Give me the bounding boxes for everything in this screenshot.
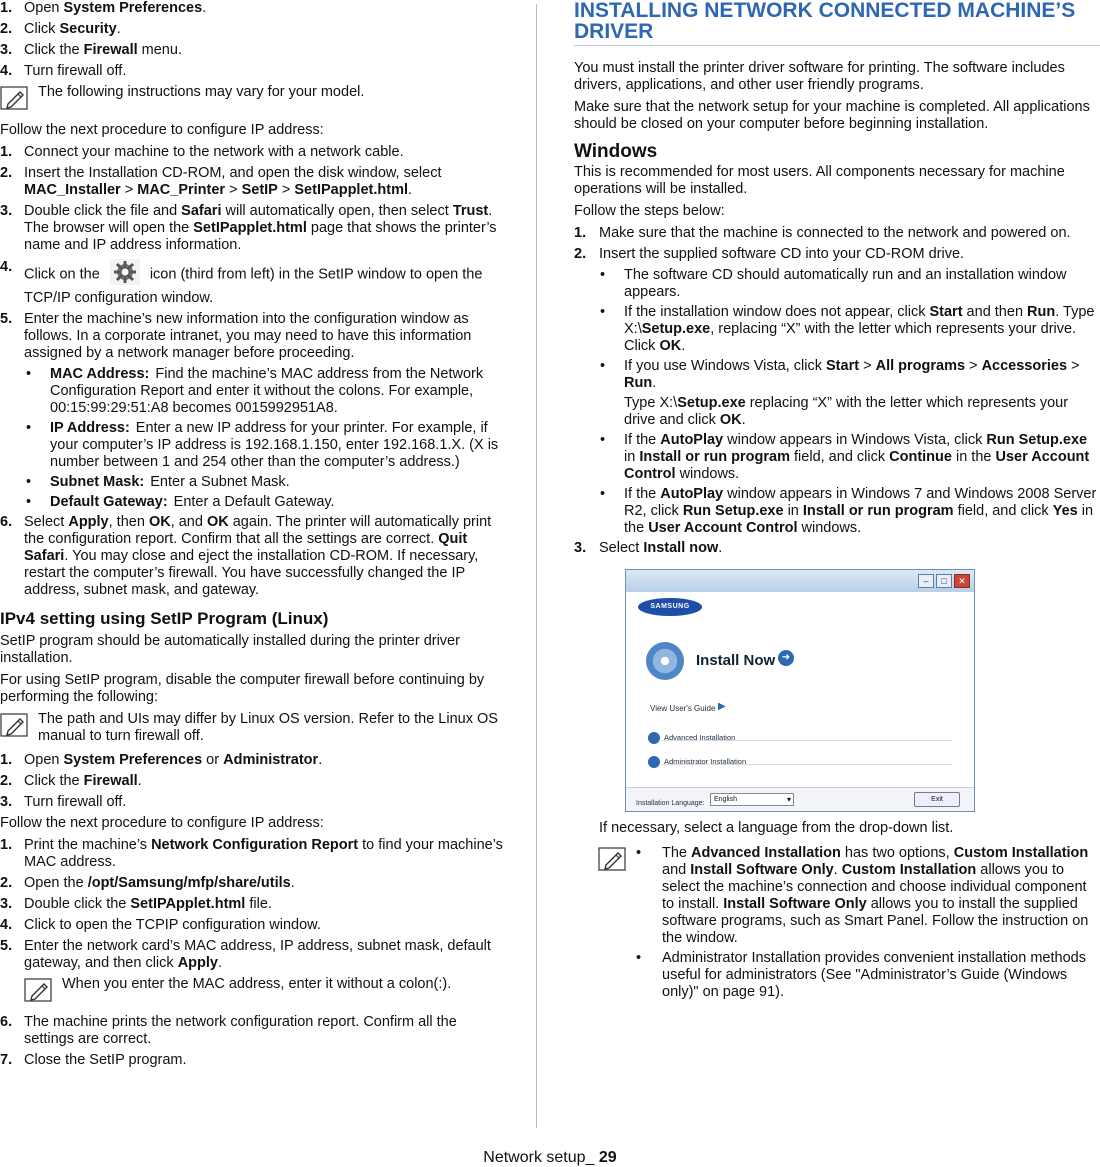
install-para-1: You must install the printer driver software for printing. The software includes drivers, applications, and other user friendly programs. xyxy=(574,60,1065,93)
administrator-installation-option: Administrator Installation xyxy=(648,753,746,770)
step-item: 3. Turn firewall off. xyxy=(0,794,127,810)
view-users-guide-link: View User's Guide xyxy=(650,704,716,713)
windows-para: This is recommended for most users. All components necessary for machine operations will be installed. xyxy=(574,164,1065,197)
language-label: Installation Language: xyxy=(636,800,705,807)
settings-gear-icon xyxy=(110,259,140,290)
win-step-2: 2. Insert the supplied software CD into your CD-ROM drive. xyxy=(574,246,965,262)
step-item: 3. Double click the SetIPApplet.html file. xyxy=(0,896,272,912)
cd-option-item: • If you use Windows Vista, click Start > All programs > Accessories > Run. xyxy=(600,358,1080,391)
step-item: 1. Print the machine’s Network Configuration Report to find your machine’s MAC address. xyxy=(0,837,503,870)
step-item: 3. Click the Firewall menu. xyxy=(0,42,182,58)
win-step-1: 1. Make sure that the machine is connected to the network and powered on. xyxy=(574,225,1071,241)
win-step-3: 3. Select Install now. xyxy=(574,540,723,556)
advanced-installation-option: Advanced Installation xyxy=(648,729,735,746)
mac-setip-steps xyxy=(0,144,505,254)
note-bullet-item: • The Advanced Installation has two options, Custom Installation and Install Software Only. Custom Installation allows you to select the machine’s connection and choose individual component to install. Install Software Only allows you to install the supplied software programs, such as Smart Panel. Follow the instruction on the window. xyxy=(636,845,1089,946)
note-advanced-install xyxy=(598,845,1100,1004)
cd-option-item: • The software CD should automatically run and an installation window appears. xyxy=(600,267,1067,300)
close-icon: ✕ xyxy=(954,574,970,588)
language-select: English ▾ xyxy=(710,793,794,806)
linux-firewall-steps xyxy=(0,752,505,811)
left-column xyxy=(0,0,505,1073)
installer-footer xyxy=(626,787,974,811)
note-icon xyxy=(598,845,628,1004)
bullet-icon: • xyxy=(26,474,32,490)
bullet-icon: • xyxy=(600,304,606,320)
right-column xyxy=(574,0,1100,1011)
bullet-icon: • xyxy=(600,358,606,374)
step-6: 6. Select Apply, then OK, and OK again. The printer will automatically print the configuration report. Confirm that all the settings are correct. Quit Safari. You may close and eject the installation CD-ROM. If necessary, restart the computer’s firewall. You have successfully changed the IP address, subnet mask, and gateway. xyxy=(0,514,492,598)
intro-configure-ip: Follow the next procedure to configure IP address: xyxy=(0,122,324,138)
bullet-icon: • xyxy=(636,845,642,861)
config-field-item: • Subnet Mask: Enter a Subnet Mask. xyxy=(26,474,290,490)
down-arrow-icon xyxy=(648,756,660,768)
vista-run-instruction: Type X:\Setup.exe replacing “X” with the letter which represents your drive and click OK. xyxy=(624,395,1069,428)
bullet-icon: • xyxy=(636,950,642,966)
arrow-right-icon: ➜ xyxy=(778,650,794,666)
down-arrow-icon xyxy=(648,732,660,744)
step-item: 4. Turn firewall off. xyxy=(0,63,127,79)
mac-firewall-steps xyxy=(0,0,505,80)
config-field-item: • Default Gateway: Enter a Default Gateway. xyxy=(26,494,335,510)
linux-final-steps xyxy=(0,1014,505,1069)
installer-window-screenshot xyxy=(625,569,975,812)
note-mac-colon: When you enter the MAC address, enter it without a colon(:). xyxy=(24,976,505,1007)
step-item: 2. Click Security. xyxy=(0,21,121,37)
bullet-icon: • xyxy=(600,267,606,283)
cd-option-item: • If the AutoPlay window appears in Windows 7 and Windows 2008 Server R2, click Run Setup.exe in Install or run program field, and click Yes in the User Account Control windows. xyxy=(600,486,1097,536)
cd-option-item: • If the AutoPlay window appears in Windows Vista, click Run Setup.exe in Install or run program field, and click Continue in the User Account Control windows. xyxy=(600,432,1090,482)
note-icon xyxy=(0,711,30,745)
bullet-icon: • xyxy=(26,494,32,510)
cd-option-item: • If the installation window does not appear, click Start and then Run. Type X:\Setup.exe, replacing “X” with the letter which represents your drive. Click OK. xyxy=(600,304,1095,354)
linux-para-1: SetIP program should be automatically installed during the printer driver installation. xyxy=(0,633,460,666)
follow-steps: Follow the steps below: xyxy=(574,203,725,219)
step-item: 4. Click to open the TCPIP configuration window. xyxy=(0,917,321,933)
maximize-icon: □ xyxy=(936,574,952,588)
note-icon xyxy=(24,976,54,1007)
windows-heading: Windows xyxy=(574,141,658,162)
step-4-gear: 4. Click on the icon (third from left) in the SetIP window to open the TCP/IP configuration window. xyxy=(0,259,483,306)
installer-titlebar xyxy=(626,570,974,592)
language-note: If necessary, select a language from the drop-down list. xyxy=(599,820,954,836)
install-now-option: Install Now xyxy=(696,652,776,669)
section-heading-linux: IPv4 setting using SetIP Program (Linux) xyxy=(0,609,329,628)
note-bullet-item: • Administrator Installation provides convenient installation methods useful for administrators (See "Administrator’s Guide (Windows only)" on page 91). xyxy=(636,950,1086,1000)
note-model-variation: The following instructions may vary for your model. xyxy=(0,84,505,115)
step-item: 1. Open System Preferences. xyxy=(0,0,207,16)
linux-setip-steps xyxy=(0,837,505,972)
config-fields-list xyxy=(0,366,505,511)
step-item: 2. Click the Firewall. xyxy=(0,773,142,789)
config-field-item: • IP Address: Enter a new IP address for your printer. For example, if your computer’s IP address is 192.168.1.150, enter 192.168.1.X. (X is number between 1 and 254 other than the computer’s address.) xyxy=(26,420,499,470)
step-item: 2. Open the /opt/Samsung/mfp/share/utils. xyxy=(0,875,295,891)
cd-disc-icon xyxy=(646,642,684,680)
step-item: 2. Insert the Installation CD-ROM, and open the disk window, select MAC_Installer > MAC_Printer > SetIP > SetIPapplet.html. xyxy=(0,165,442,198)
exit-button: Exit xyxy=(914,792,960,807)
play-arrow-icon: ▶ xyxy=(718,701,726,712)
step-item: 1. Open System Preferences or Administrator. xyxy=(0,752,323,768)
bullet-icon: • xyxy=(600,432,606,448)
step-item: 1. Connect your machine to the network with a network cable. xyxy=(0,144,404,160)
cd-run-options xyxy=(574,267,1100,537)
note-icon xyxy=(0,84,30,115)
step-item: 6. The machine prints the network configuration report. Confirm all the settings are correct. xyxy=(0,1014,457,1047)
minimize-icon: – xyxy=(918,574,934,588)
column-divider xyxy=(536,4,537,1128)
intro-configure-ip-linux: Follow the next procedure to configure IP address: xyxy=(0,815,324,831)
page-title: INSTALLING NETWORK CONNECTED MACHINE’S DRIVER xyxy=(574,0,1100,46)
config-field-item: • MAC Address: Find the machine’s MAC address from the Network Configuration Report and enter it without the colons. For example, 00:15:99:29:51:A8 becomes 0015992951A8. xyxy=(26,366,484,416)
note-linux-path: The path and UIs may differ by Linux OS version. Refer to the Linux OS manual to turn firewall off. xyxy=(0,711,505,745)
linux-para-2: For using SetIP program, disable the computer firewall before continuing by performing the following: xyxy=(0,672,485,705)
install-para-2: Make sure that the network setup for your machine is completed. All applications should be closed on your computer before beginning installation. xyxy=(574,99,1090,132)
step-item: 3. Double click the file and Safari will automatically open, then select Trust. The browser will open the SetIPapplet.html page that shows the printer’s name and IP address information. xyxy=(0,203,497,253)
bullet-icon: • xyxy=(26,366,32,382)
page-footer: Network setup_ 29 xyxy=(483,1149,617,1166)
bullet-icon: • xyxy=(26,420,32,436)
samsung-logo: SAMSUNG xyxy=(638,598,702,616)
step-item: 5. Enter the network card’s MAC address, IP address, subnet mask, default gateway, and then click Apply. xyxy=(0,938,491,971)
bullet-icon: • xyxy=(600,486,606,502)
step-item: 7. Close the SetIP program. xyxy=(0,1052,187,1068)
step-5: 5. Enter the machine’s new information into the configuration window as follows. In a corporate intranet, you may need to have this information assigned by a network manager before proceeding. xyxy=(0,311,472,361)
